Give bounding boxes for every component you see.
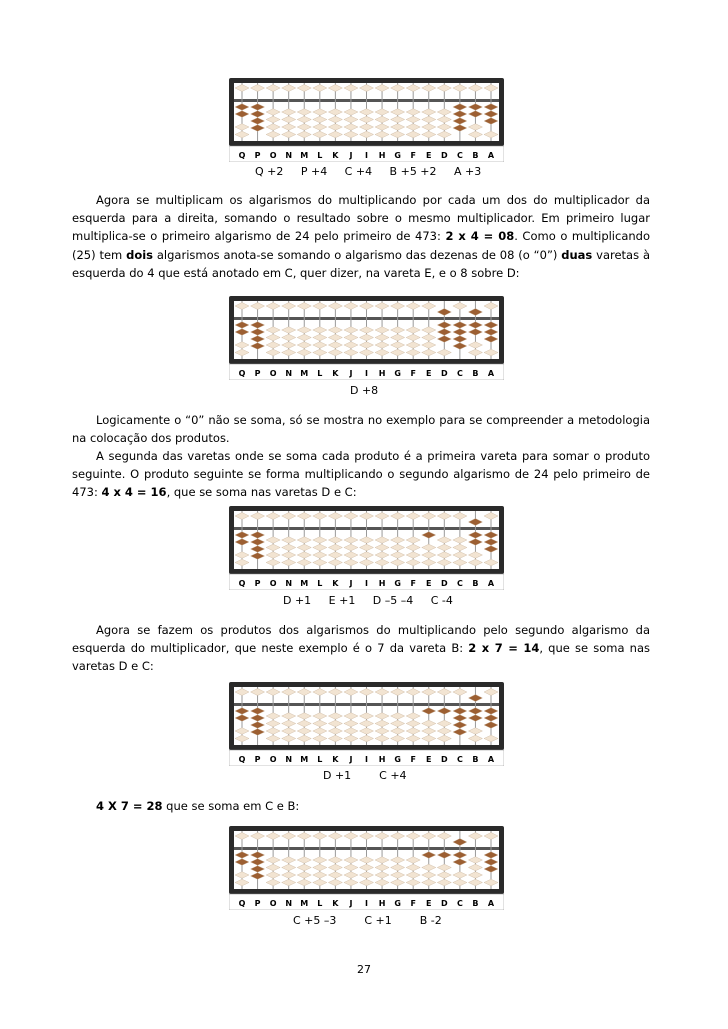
page-number: 27 (357, 963, 371, 976)
column-letter: G (394, 899, 401, 908)
column-letter: I (365, 369, 368, 378)
column-letter: A (487, 369, 495, 378)
column-letter: H (378, 755, 386, 764)
abacus-1-operations: Q +2 P +4 C +4 B +5 +2 A +3 (255, 165, 482, 178)
column-letter: A (487, 755, 495, 764)
column-letter: M (300, 151, 309, 160)
column-letter: Q (238, 579, 246, 588)
column-letter: H (378, 151, 386, 160)
column-letter: E (426, 369, 432, 378)
column-letter: C (456, 151, 463, 160)
column-letter: F (410, 579, 416, 588)
column-letter: A (487, 579, 495, 588)
column-letter: D (440, 899, 448, 908)
column-letter: A (487, 899, 495, 908)
column-letter: A (487, 151, 495, 160)
abacus-2 (229, 296, 504, 380)
column-letter: I (365, 579, 368, 588)
column-letter: L (317, 151, 323, 160)
abacus-1 (229, 78, 504, 162)
abacus-2-operations: D +8 (350, 384, 379, 397)
column-letter: D (440, 151, 448, 160)
column-letter: N (285, 755, 293, 764)
column-letter: D (440, 369, 448, 378)
column-letter: K (332, 151, 339, 160)
column-letter: M (300, 755, 309, 764)
column-letter: M (300, 579, 309, 588)
column-letter: P (254, 579, 261, 588)
column-letter: B (472, 579, 479, 588)
paragraph-1: Agora se multiplicam os algarismos do multiplicando por cada um dos do multiplicador da esquerda para a direita, somando o resultado sobre o mesmo multiplicador. Em primeiro lugar multiplica-se o primeiro algarismo de 24 pelo primeiro de 473: 2 x 4 = 08. Como o multiplicando (25) tem dois algarismos anota-se somando o algarismo das dezenas de 08 (o “0”) duas varetas à esquerda do 4 que está anotado em C, quer dizer, na vareta E, e o 8 sobre D: (72, 193, 650, 280)
abacus-5 (229, 826, 504, 910)
column-letter: L (317, 755, 323, 764)
column-letter: O (269, 579, 277, 588)
column-letter: J (349, 755, 353, 764)
column-letter: L (317, 899, 323, 908)
column-letter: P (254, 369, 261, 378)
column-letter: F (410, 755, 416, 764)
column-letter: E (426, 899, 432, 908)
column-letter: K (332, 369, 339, 378)
column-letter: F (410, 151, 416, 160)
column-letter: E (426, 755, 432, 764)
column-letter: C (456, 579, 463, 588)
column-letter: H (378, 579, 386, 588)
column-letter: O (269, 151, 277, 160)
column-letter: Q (238, 755, 246, 764)
column-letter: K (332, 899, 339, 908)
column-letter: J (349, 899, 353, 908)
column-letter: O (269, 899, 277, 908)
column-letter: P (254, 755, 261, 764)
column-letter: G (394, 579, 401, 588)
abacus-4-operations: D +1 C +4 (323, 769, 407, 782)
column-letter: I (365, 151, 368, 160)
column-letter: B (472, 899, 479, 908)
column-letter: J (349, 151, 353, 160)
column-letter: B (472, 151, 479, 160)
column-letter: N (285, 369, 293, 378)
column-letter: N (285, 899, 293, 908)
column-letter: N (285, 579, 293, 588)
column-letter: O (269, 755, 277, 764)
column-letter: D (440, 579, 448, 588)
column-letter: Q (238, 151, 246, 160)
column-letter: H (378, 369, 386, 378)
column-letter: P (254, 151, 261, 160)
column-letter: O (269, 369, 277, 378)
column-letter: B (472, 369, 479, 378)
column-letter: M (300, 899, 309, 908)
column-letter: C (456, 899, 463, 908)
column-letter: P (254, 899, 261, 908)
column-letter: F (410, 899, 416, 908)
column-letter: C (456, 755, 463, 764)
paragraph-4: Agora se fazem os produtos dos algarismos do multiplicando pelo segundo algarismo da esquerda do multiplicador, que neste exemplo é o 7 da vareta B: 2 x 7 = 14, que se soma nas varetas D e C: (72, 623, 650, 674)
paragraph-5: 4 X 7 = 28 que se soma em C e B: (96, 799, 300, 813)
column-letter: Q (238, 369, 246, 378)
column-letter: Q (238, 899, 246, 908)
column-letter: M (300, 369, 309, 378)
column-letter: L (317, 579, 323, 588)
column-letter: K (332, 755, 339, 764)
column-letter: C (456, 369, 463, 378)
column-letter: G (394, 369, 401, 378)
column-letter: I (365, 755, 368, 764)
column-letter: B (472, 755, 479, 764)
abacus-5-operations: C +5 –3 C +1 B -2 (293, 914, 442, 927)
abacus-3 (229, 506, 504, 590)
column-letter: N (285, 151, 293, 160)
abacus-3-operations: D +1 E +1 D –5 –4 C -4 (283, 594, 453, 607)
column-letter: K (332, 579, 339, 588)
column-letter: H (378, 899, 386, 908)
column-letter: G (394, 755, 401, 764)
column-letter: J (349, 369, 353, 378)
paragraph-2: Logicamente o “0” não se soma, só se mostra no exemplo para se compreender a metodologia na colocação dos produtos. (72, 413, 650, 446)
abacus-4 (229, 682, 504, 766)
column-letter: F (410, 369, 416, 378)
paragraph-3: A segunda das varetas onde se soma cada produto é a primeira vareta para somar o produto seguinte. O produto seguinte se forma multiplicando o segundo algarismo de 24 pelo primeiro de 473: 4 x 4 = 16, que se soma nas varetas D e C: (72, 449, 650, 500)
column-letter: E (426, 151, 432, 160)
column-letter: I (365, 899, 368, 908)
column-letter: J (349, 579, 353, 588)
column-letter: E (426, 579, 432, 588)
column-letter: D (440, 755, 448, 764)
column-letter: L (317, 369, 323, 378)
column-letter: G (394, 151, 401, 160)
